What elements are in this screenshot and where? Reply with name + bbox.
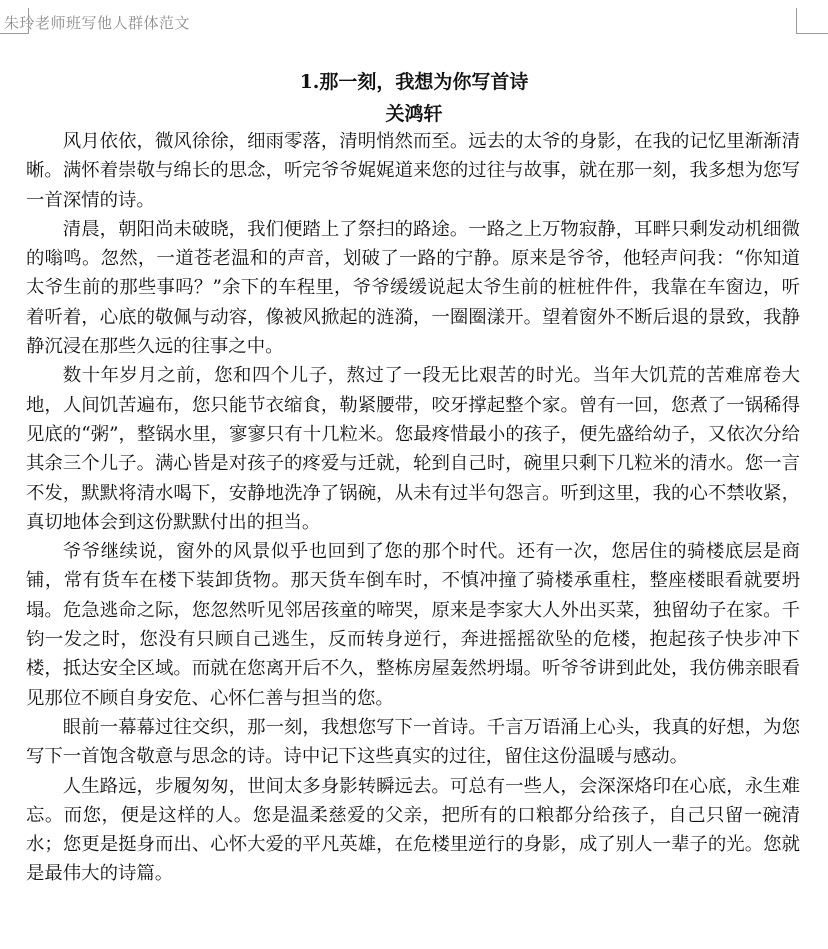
paragraph: 眼前一幕幕过往交织，那一刻，我想您写下一首诗。千言万语涌上心头，我真的好想，为您写下一首饱含敬意与思念的诗。诗中记下这些真实的过往，留住这份温暖与感动。 [26,716,800,768]
paragraph: 爷爷继续说，窗外的风景似乎也回到了您的那个时代。还有一次，您居住的骑楼底层是商铺，常有货车在楼下装卸货物。那天货车倒车时，不慎冲撞了骑楼承重柱，整座楼眼看就要坍塌。危急逃命之际，您忽然听见邻居孩童的啼哭，原来是李家大人外出买菜，独留幼子在家。千钧一发之时，您没有只顾自己逃生，反而转身逆行，奔进摇摇欲坠的危楼，抱起孩子快步冲下楼，抵达安全区域。而就在您离开后不久，整栋房屋轰然坍塌。听爷爷讲到此处，我仿佛亲眼看见那位不顾自身安危、心怀仁善与担当的您。 [26,541,800,709]
page-header [0,0,828,40]
article-author: 关鸿轩 [385,103,443,125]
margin-mark-left [28,8,29,34]
paragraph: 风月依依，微风徐徐，细雨零落，清明悄然而至。远去的太爷的身影，在我的记忆里渐渐清晰。满怀着崇敬与绵长的思念，听完爷爷娓娓道来您的过往与故事，就在那一刻，我多想为您写一首深情的诗。 [26,131,800,211]
paragraph: 数十年岁月之前，您和四个儿子，熬过了一段无比艰苦的时光。当年大饥荒的苦难席卷大地，人间饥苦遍布，您只能节衣缩食，勒紧腰带，咬牙撑起整个家。曾有一回，您煮了一锅稀得见底的“粥”，整锅水里，寥寥只有十几粒米。您最疼惜最小的孩子，便先盛给幼子，又依次分给其余三个儿子。满心皆是对孩子的疼爱与迁就，轮到自己时，碗里只剩下几粒米的清水。您一言不发，默默将清水喝下，安静地洗净了锅碗，从未有过半句怨言。听到这里，我的心不禁收紧，真切地体会到这份默默付出的担当。 [26,365,800,533]
paragraph: 人生路远，步履匆匆，世间太多身影转瞬远去。可总有一些人，会深深烙印在心底，永生难忘。而您，便是这样的人。您是温柔慈爱的父亲，把所有的口粮都分给孩子，自己只留一碗清水；您更是挺身而出、心怀大爱的平凡英雄，在危楼里逆行的身影，成了别人一辈子的光。您就是最伟大的诗篇。 [26,775,800,885]
article-body [26,127,800,889]
margin-mark-left-horizontal [0,33,28,34]
paragraph: 清晨，朝阳尚未破晓，我们便踏上了祭扫的路途。一路之上万物寂静，耳畔只剩发动机细微的嗡鸣。忽然，一道苍老温和的声音，划破了一路的宁静。原来是爷爷，他轻声问我：“你知道太爷生前的那些事吗？”余下的车程里，爷爷缓缓说起太爷生前的桩桩件件，我靠在车窗边，听着听着，心底的敬佩与动容，像被风掀起的涟漪，一圈圈漾开。望着窗外不断后退的景致，我静静沉浸在那些久远的往事之中。 [26,218,800,358]
margin-mark-right [796,8,797,34]
header-title: 朱玲老师班写他人群体范文 [4,14,191,32]
margin-mark-right-horizontal [796,33,828,34]
article-title: 1.那一刻，我想为你写首诗 [299,71,529,93]
